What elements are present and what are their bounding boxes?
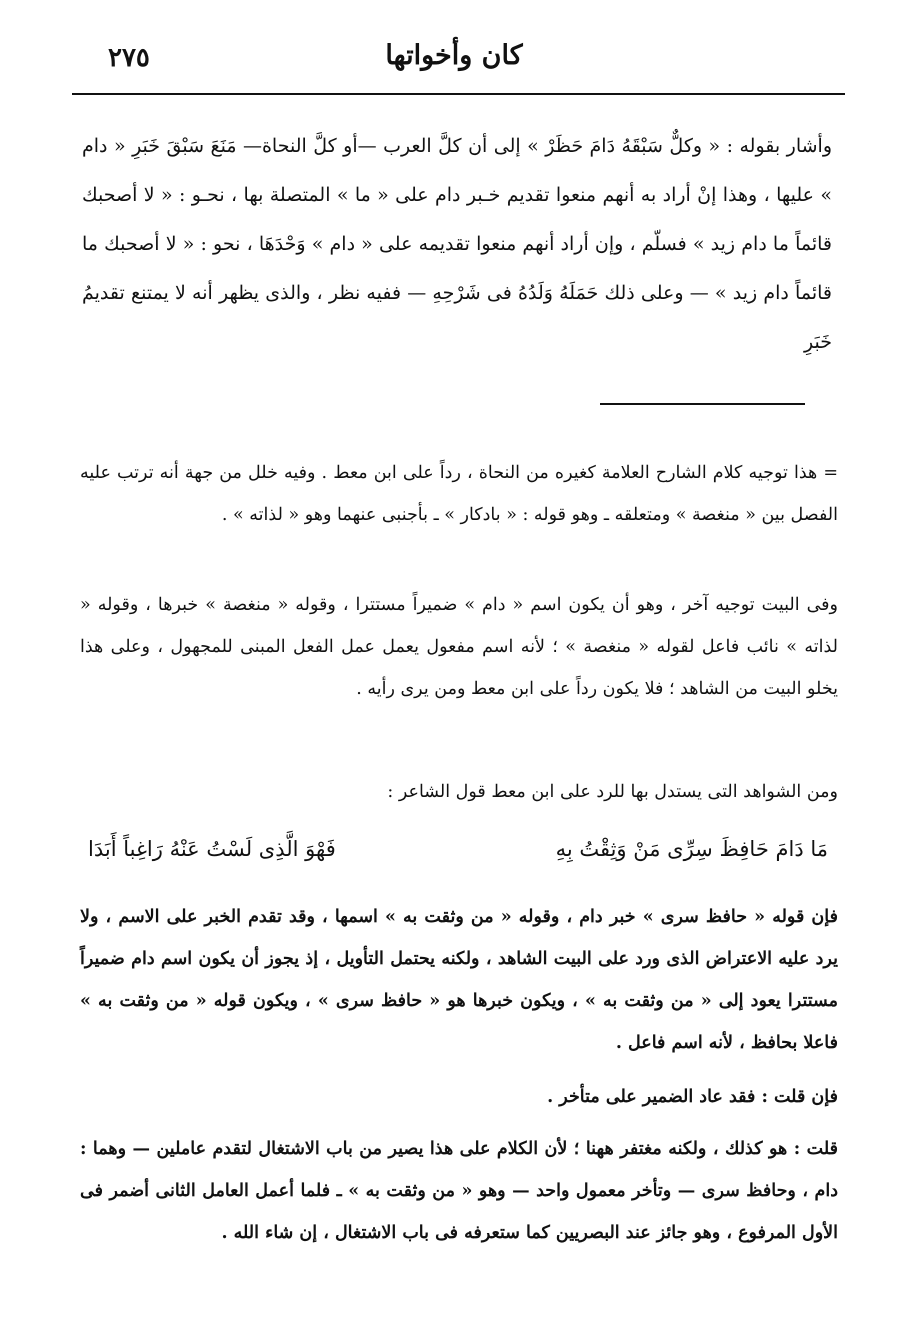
footnote-text: فإن قوله « حافظ سرى » خبر دام ، وقوله « من وثقت به » اسمها ، وقد تقدم الخبر على الاسم ، ولا يرد عليه الاعتراض الذى ورد على البيت الشاهد ، ولكنه يحتمل التأويل ، إذ يجوز أن يكون اسم دام ضميراً مستترا يعود إلى « من وثقت به » ، ويكون خبرها هو « حافظ سرى » ، ويكون قوله « من وثقت به » فاعلا بحافظ ، لأنه اسم فاعل .	[80, 907, 838, 1053]
header-rule	[72, 93, 845, 95]
footnote-text: = هذا توجيه كلام الشارح العلامة كغيره من النحاة ، رداً على ابن معط . وفيه خلل من جهة أنه ترتب عليه الفصل بين « منغصة » ومتعلقه ـ وهو قوله : « بادكار » ـ بأجنبى عنهما وهو « لذاته » .	[80, 463, 838, 525]
footnote-paragraph-3	[80, 771, 838, 813]
footnote-text: ومن الشواهد التى يستدل بها للرد على ابن معط قول الشاعر :	[387, 782, 838, 802]
footnote-text: فإن قلت : فقد عاد الضمير على متأخر .	[547, 1087, 838, 1107]
page-number: ٢٧٥	[108, 43, 150, 73]
page-title: كان وأخواتها	[385, 40, 523, 71]
footnote-text: وفى البيت توجيه آخر ، وهو أن يكون اسم « دام » ضميراً مستترا ، وقوله « منغصة » خبرها ، وقوله « لذاته » نائب فاعل لقوله « منغصة » ؛ لأنه اسم مفعول يعمل عمل الفعل المبنى للمجهول ، وعلى هذا يخلو البيت من الشاهد ؛ فلا يكون رداً على ابن معط ومن يرى رأيه .	[80, 595, 838, 699]
footnote-paragraph-1	[80, 452, 838, 536]
footnote-paragraph-6	[80, 1128, 838, 1254]
footnote-paragraph-4	[80, 896, 838, 1064]
main-text-paragraph: وأشار بقوله : « وكلٌّ سَبْقَهُ دَامَ حَظَرْ » إلى أن كلَّ العرب —أو كلَّ النحاة— مَنَعَ سَبْقَ خَبَرِ « دام » عليها ، وهذا إنْ أراد به أنهم منعوا تقديم خـبر دام على « ما » المتصلة بها ، نحـو : « لا أصحبك قائماً ما دام زيد » فسلّم ، وإن أراد أنهم منعوا تقديمه على « دام » وَحْدَهَا ، نحو : « لا أصحبك ما قائماً دام زيد » — وعلى ذلك حَمَلَهُ وَلَدُهُ فى شَرْحِهِ — ففيه نظر ، والذى يظهر أنه لا يمتنع تقديمُ خَبَرِ	[82, 135, 832, 353]
verse-hemistich-second: فَهْوَ الَّذِى لَسْتُ عَنْهُ رَاغِباً أَبَدَا	[88, 837, 336, 861]
footnote-text: قلت : هو كذلك ، ولكنه مغتفر ههنا ؛ لأن الكلام على هذا يصير من باب الاشتغال لتقدم عاملين — وهما : دام ، وحافظ سرى — وتأخر معمول واحد — وهو « من وثقت به » ـ فلما أعمل العامل الثانى أضمر فى الأول المرفوع ، وهو جائز عند البصريين كما ستعرفه فى باب الاشتغال ، إن شاء الله .	[80, 1139, 838, 1243]
footnote-separator	[600, 403, 805, 405]
footnote-paragraph-5	[80, 1076, 838, 1118]
verse-hemistich-first: مَا دَامَ حَافِظَ سِرِّى مَنْ وَثِقْتُ بِهِ	[555, 837, 828, 861]
footnote-paragraph-2	[80, 584, 838, 710]
poetry-verse	[88, 824, 828, 874]
